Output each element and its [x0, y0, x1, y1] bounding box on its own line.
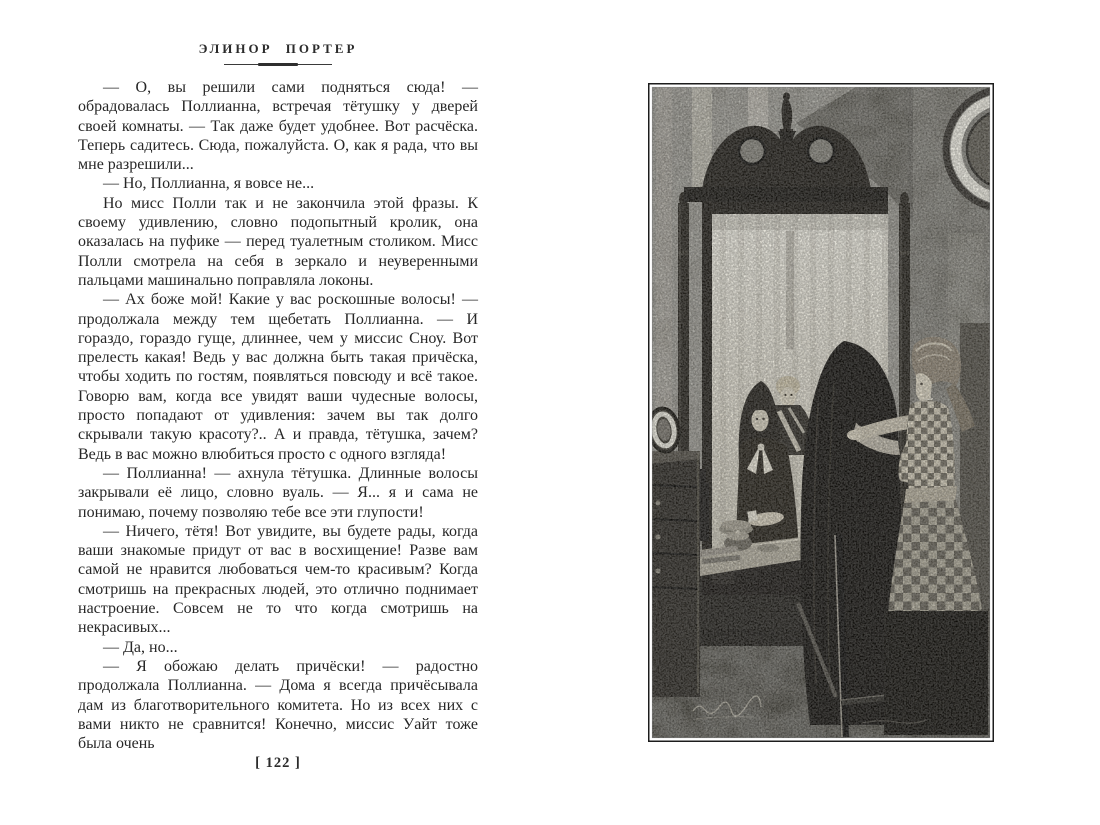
paragraph: — Я обожаю делать причёски! — радостно продолжала Поллианна. — Дома я всегда причёсывала дам из благотворительного комитета. Но из всех них с вами никто не сравнится! Конечно, миссис Уайт тоже была очень	[78, 657, 478, 753]
paragraph: — Поллианна! — ахнула тётушка. Длинные волосы закрывали её лицо, словно вуаль. — Я... я и сама не понимаю, почему позволяю тебе все эти глупости!	[78, 464, 478, 521]
paragraph: Но мисс Полли так и не закончила этой фразы. К своему удивлению, словно подопытный кролик, она оказалась на пуфике — перед туалетным столиком. Мисс Полли смотрела на себя в зеркало и неуверенными пальцами машинально поправляла локоны.	[78, 194, 478, 289]
paragraph: — Ах боже мой! Какие у вас роскошные волосы! — продолжала между тем щебетать Поллианна. — И гораздо, гораздо гуще, длиннее, чем у миссис Сноу. Вот прелесть какая! Ведь у вас должна быть такая причёска, чтобы ходить по гостям, появляться повсюду и всё такое. Говорю вам, когда все увидят ваши чудесные волосы, просто попадают от удивления: зачем вы так долго скрывали такую красоту?.. А и правда, тётушка, зачем? Ведь в вас можно влюбиться просто с одного взгляда!	[78, 291, 478, 463]
paragraph: — Ничего, тётя! Вот увидите, вы будете рады, когда ваши знакомые придут от вас в восхищение! Разве вам самой не нравится любоваться чем-то красивым? Когда смотришь на прекрасных людей, это отлично поднимает настроение. Совсем не то что когда смотришь на некрасивых...	[78, 522, 478, 637]
running-head-author: ЭЛИНОР ПОРТЕР	[198, 41, 358, 56]
ornament-thick-rule	[258, 63, 298, 66]
header-ornament	[224, 62, 332, 67]
book-illustration	[648, 83, 994, 742]
paragraph: — О, вы решили сами подняться сюда! — обрадовалась Поллианна, встречая тётушку у дверей своей комнаты. — Так даже будет удобнее. Вот расчёска. Теперь садитесь. Сюда, пожалуйста. О, как я рада, что вы мне разрешили...	[78, 79, 478, 174]
text-column	[78, 40, 478, 753]
paragraph: — Но, Поллианна, я вовсе не...	[103, 175, 315, 193]
body-text	[78, 78, 478, 753]
grain-light	[651, 86, 991, 739]
illustration-svg	[648, 83, 994, 742]
page-number: [ 122 ]	[255, 755, 301, 771]
paragraph: — Да, но...	[103, 638, 178, 656]
